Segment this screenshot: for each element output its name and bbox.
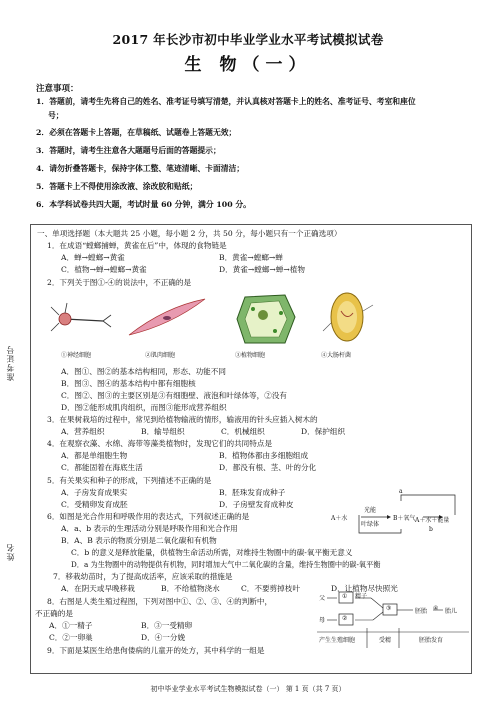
diagram-father: 父 — [319, 595, 326, 602]
option-a: A．在阴天或早晚移栽 — [61, 584, 135, 593]
option-c: C．不要剪掉枝叶 — [241, 584, 300, 593]
diagram-embryo: 胚胎 — [415, 608, 428, 615]
question-stem: 2．下列关于图①-④的说法中，不正确的是 — [47, 278, 192, 287]
option-b: B．A、B 表示的物质分别是二氧化碳和有机物 — [61, 536, 217, 545]
option-c: C．都能固着在海底生活 — [61, 463, 143, 472]
diagram-n1: ① — [342, 593, 348, 600]
diagram-stage1: 产生生殖细胞 — [319, 637, 356, 644]
plant-cell-figure — [237, 295, 295, 343]
diagram-fetus: 胎儿 — [445, 608, 458, 615]
question-frame — [6, 224, 472, 674]
option-a: A．蝉→螳螂→黄雀 — [61, 253, 125, 262]
option-c: C．图②、图③的主要区别是③有细胞壁、液泡和叶绿体等，②没有 — [61, 391, 288, 400]
question-stem: 6．如图是光合作用和呼吸作用的表达式，下列叙述正确的是 — [47, 512, 250, 521]
option-d: D．子房壁发育成种皮 — [219, 500, 294, 509]
question-stem: 4．在观察衣藻、水绵、海带等藻类植物时，发现它们的共同特点是 — [47, 439, 273, 448]
page-footer: 初中毕业学业水平考试生物模拟试卷（一） 第 1 页（共 7 页） — [150, 685, 346, 693]
diagram-right: A＋水＋能量 — [415, 517, 450, 524]
option-c: C．②一卵巢 — [49, 633, 93, 642]
option-d: D．黄雀→螳螂→蝉→植物 — [219, 265, 305, 274]
notice-item: 1．答题前，请考生先将自己的姓名、准考证号填写清楚，并认真核对答题卡上的姓名、准考证号、考室和座位 — [36, 97, 416, 106]
figure-caption: ③植物细胞 — [235, 352, 266, 359]
option-d: D．图②能形成肌肉组织，而图③能形成营养组织 — [61, 403, 227, 412]
question-stem: 5．有关果实和种子的形成，下列描述不正确的是 — [47, 476, 212, 485]
option-b: B．胚珠发育成种子 — [219, 488, 286, 497]
option-b: B．不给植物浇水 — [161, 584, 220, 593]
section-heading: 一、单项选择题（本大题共 25 小题，每小题 2 分，共 50 分，每小题只有一个正确选项） — [37, 229, 342, 238]
notice-item: 2．必须在答题卡上答题，在草稿纸、试题卷上答题无效； — [36, 128, 237, 137]
diagram-label-b: b — [429, 526, 433, 533]
option-c: C．机械组织 — [221, 427, 265, 436]
name-label: 姓名 — [6, 543, 15, 561]
diagram-cond-bottom: 叶绿体 — [361, 521, 380, 528]
notice-heading: 注意事项： — [36, 84, 79, 94]
figure-caption: ①神经细胞 — [61, 352, 92, 359]
bacterium-figure — [323, 293, 373, 341]
notice-item: 号； — [48, 111, 64, 120]
option-a: A．营养组织 — [61, 427, 105, 436]
question-stem: 7．移栽幼苗时，为了提高成活率，应该采取的措施是 — [53, 572, 233, 581]
option-c: C．受精卵发育成胚 — [61, 500, 128, 509]
option-a: A．a、b 表示的生理活动分别是呼吸作用和光合作用 — [61, 524, 238, 533]
option-b: B．图③、图④的基本结构中都有细胞核 — [61, 379, 196, 388]
option-d: D．让植物尽快照光 — [331, 584, 398, 593]
diagram-mother: 母 — [319, 617, 326, 624]
notice-item: 4．请勿折叠答题卡，保持字体工整、笔迹清晰、卡面清洁； — [36, 164, 245, 173]
neuron-figure — [51, 303, 111, 331]
option-c: C．植物→蝉→螳螂→黄雀 — [61, 265, 147, 274]
question-stem-continued: 不正确的是 — [35, 609, 73, 618]
notice-item: 6．本学科试卷共四大题，考试时量 60 分钟，满分 100 分。 — [36, 200, 251, 209]
diagram-label-a: a — [399, 488, 403, 495]
diagram-sperm: 精子 — [355, 593, 368, 600]
question-stem: 3．在果树栽培的过程中，常见到给植物输液的情形，输液用的针头应插入树木的 — [47, 415, 318, 424]
cell-figures — [45, 291, 445, 347]
figure-caption: ②肌肉细胞 — [145, 352, 176, 359]
option-a: A．子房发育成果实 — [61, 488, 128, 497]
diagram-middle: B＋氧气 — [393, 515, 416, 522]
option-a: A．都是单细胞生物 — [61, 451, 128, 460]
diagram-cond-top: 光能 — [364, 507, 377, 514]
question-stem: 9．下面是某医生给患佝偻病的儿童开的处方，其中科学的一组是 — [47, 646, 265, 655]
diagram-n3: ③ — [386, 605, 392, 612]
option-d: D．a 为生物圈中的动物提供有机物，同时增加大气中二氧化碳的含量，维持生物圈中的碳-氧平衡 — [71, 560, 381, 569]
question-stem: 8．右图是人类生殖过程图，下列对图中①、②、③、④的判断中， — [47, 597, 273, 606]
question-stem: 1．在成语“螳螂捕蝉，黄雀在后”中，体现的食物链是 — [47, 241, 227, 250]
option-b: B．植物体都由多细胞组成 — [219, 451, 309, 460]
muscle-cell-figure — [129, 299, 205, 335]
diagram-left: A＋水 — [331, 515, 348, 522]
option-c: C．b 的意义是释放能量，供植物生命活动所需，对维持生物圈中的碳-氧平衡无意义 — [71, 548, 353, 557]
option-b: B．黄雀→螳螂→蝉 — [219, 253, 283, 262]
option-b: B．输导组织 — [141, 427, 185, 436]
exam-title: 2017 年长沙市初中毕业学业水平考试模拟试卷 — [112, 32, 384, 47]
option-d: D．保护组织 — [301, 427, 346, 436]
diagram-n4: ④ — [433, 605, 439, 612]
option-b: B．③一受精卵 — [141, 621, 193, 630]
notice-item: 5．答题卡上不得使用涂改液、涂改胶和贴纸； — [36, 182, 198, 191]
option-d: D．④一分娩 — [141, 633, 186, 642]
exam-subtitle: 生 物（一） — [184, 55, 312, 75]
option-a: A．①一精子 — [49, 621, 93, 630]
diagram-stage2: 受精 — [379, 637, 392, 644]
diagram-stage3: 胚胎发育 — [419, 637, 444, 644]
candidate-number-label: 准考证号 — [6, 345, 15, 381]
notice-item: 3．答题时，请考生注意各大题题号后面的答题提示； — [36, 146, 221, 155]
figure-caption: ④大肠杆菌 — [321, 352, 352, 359]
option-d: D．都没有根、茎、叶的分化 — [219, 463, 317, 472]
option-a: A．图①、图②的基本结构相同，形态、功能不同 — [61, 367, 226, 376]
diagram-n2: ② — [342, 615, 348, 622]
